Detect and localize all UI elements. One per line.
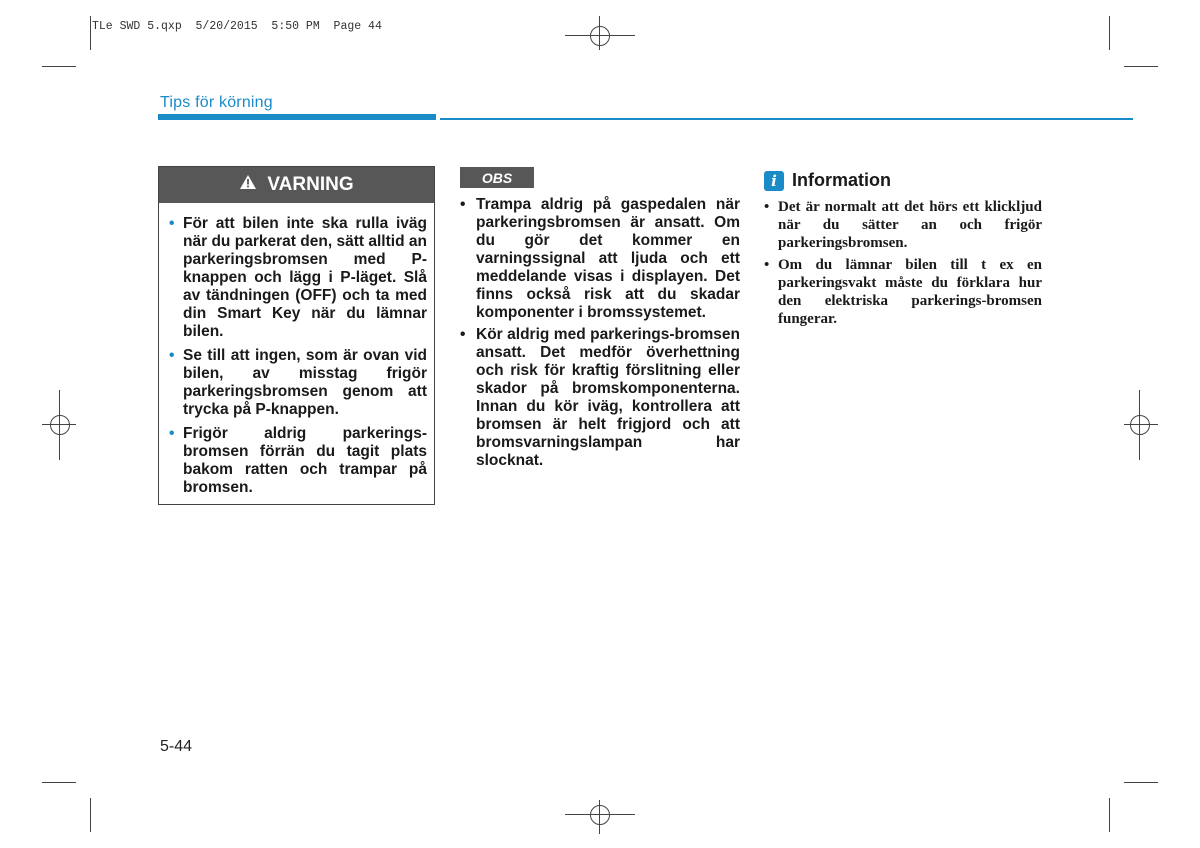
- list-item: • Det är normalt att det hörs ett klickljud när du sätter an och frigör parkeringsbromsen.: [764, 199, 1042, 251]
- crop-mark: [1109, 16, 1110, 50]
- page-number: 5-44: [160, 738, 193, 755]
- information-list: [764, 198, 1042, 332]
- warning-header: [159, 167, 434, 203]
- print-slug: TLe SWD 5.qxp 5/20/2015 5:50 PM Page 44: [92, 20, 382, 33]
- list-item: • Frigör aldrig parkerings-bromsen förrän du tagit plats bakom ratten och trampar på bromsen.: [169, 425, 427, 496]
- list-item: • Kör aldrig med parkerings-bromsen ansatt. Det medför överhettning och risk för kraftig förslitning eller skador på bromskomponenterna. Innan du kör iväg, kontrollera att bromsen är helt frigjord och att bromsvarningslampan har slocknat.: [460, 326, 740, 469]
- crop-mark: [42, 66, 76, 67]
- crop-mark: [1124, 782, 1158, 783]
- list-item: • Om du lämnar bilen till t ex en parkeringsvakt måste du förklara hur den elektriska parkerings-bromsen fungerar.: [764, 257, 1042, 327]
- header-rule-thick: [158, 114, 436, 120]
- list-item: • För att bilen inte ska rulla iväg när du parkerat den, sätt alltid an parkeringsbromsen med P-knappen och lägg i P-läget. Slå av tändningen (OFF) och ta med din Smart Key när du lämnar bilen.: [169, 215, 427, 340]
- warning-triangle-icon: [239, 174, 257, 196]
- crop-mark: [42, 782, 76, 783]
- header-rule-thin: [440, 118, 1133, 120]
- crop-mark: [1124, 66, 1158, 67]
- crop-mark: [90, 16, 91, 50]
- information-title: Information: [792, 170, 891, 190]
- info-icon: i: [764, 171, 784, 191]
- list-item: • Trampa aldrig på gaspedalen när parkeringsbromsen är ansatt. Om du gör det kommer en varningssignal att ljuda och ett meddelande visas i displayen. Det finns också risk att du skadar komponenter i bromssystemet.: [460, 196, 740, 321]
- notice-list: [460, 196, 740, 474]
- warning-title: VARNING: [267, 174, 354, 195]
- crop-mark: [1109, 798, 1110, 832]
- list-item: • Se till att ingen, som är ovan vid bilen, av misstag frigör parkeringsbromsen genom att trycka på P-knappen.: [169, 347, 427, 418]
- warning-box: [158, 166, 435, 505]
- information-header: [764, 170, 891, 191]
- crop-mark: [90, 798, 91, 832]
- warning-list: [169, 215, 427, 503]
- section-title: Tips för körning: [160, 94, 273, 111]
- notice-tag: OBS: [460, 167, 534, 188]
